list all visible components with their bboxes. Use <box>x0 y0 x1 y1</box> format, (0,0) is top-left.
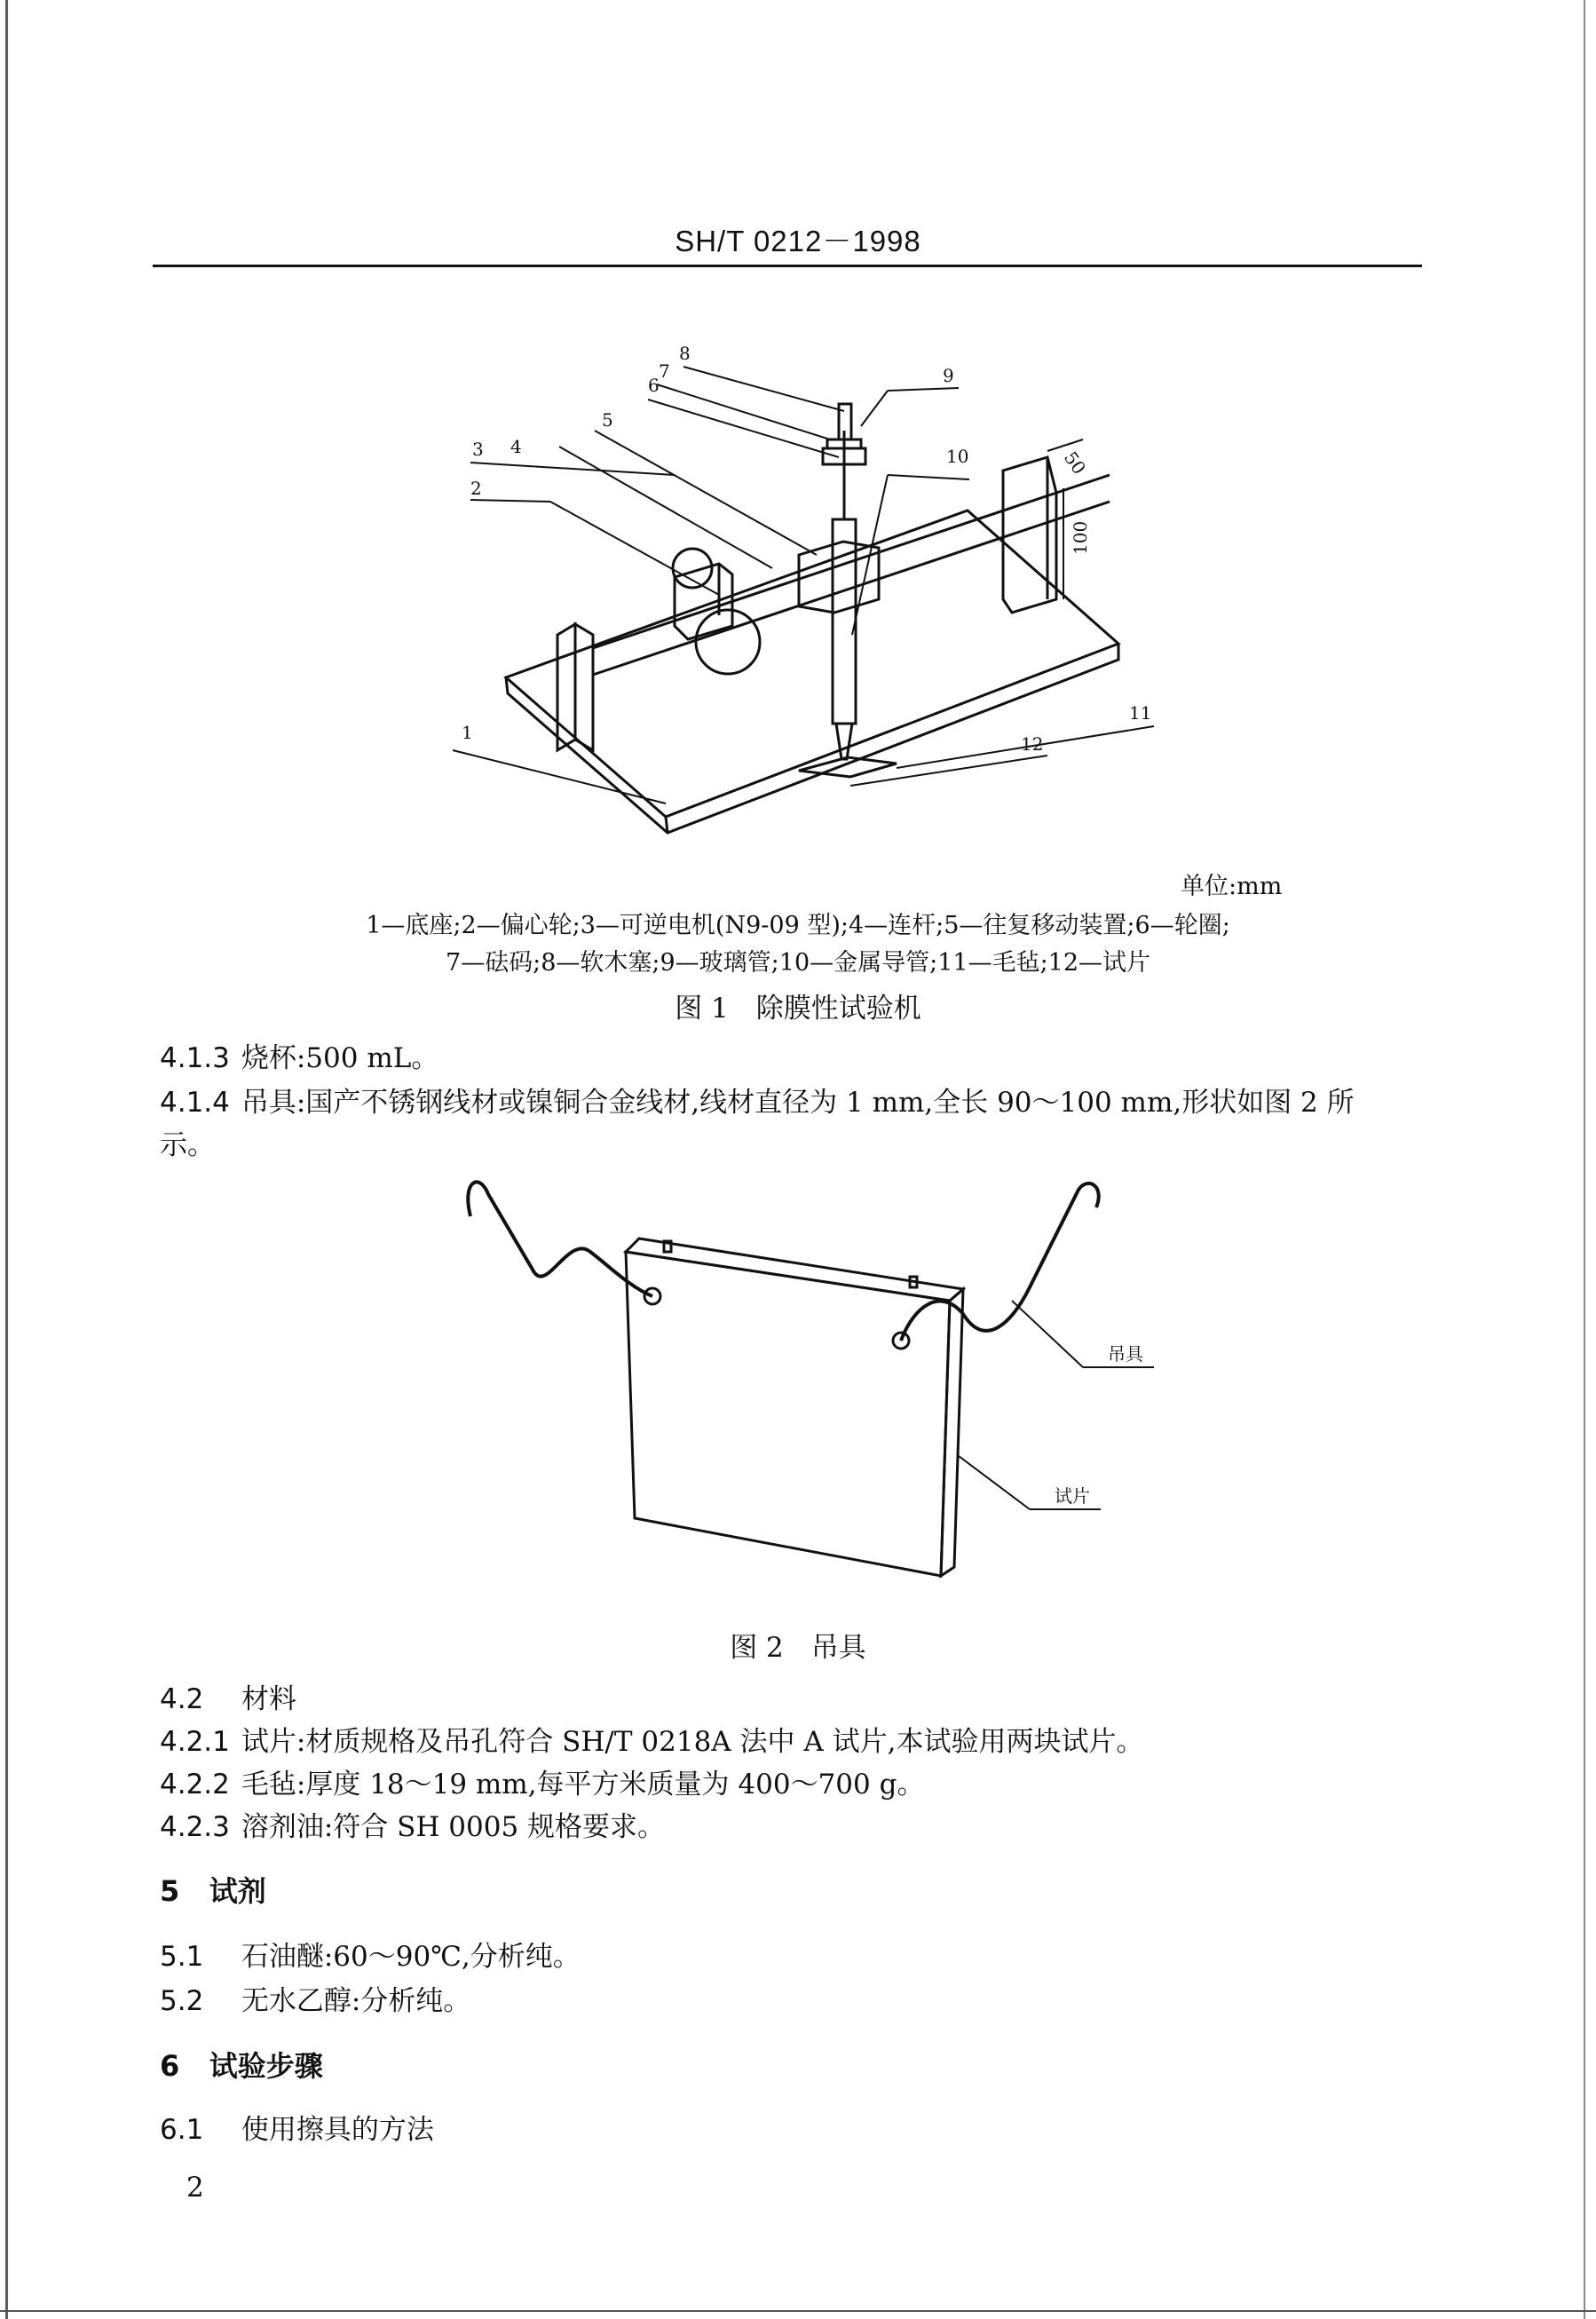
page-header: SH/T 0212－1998 <box>675 225 921 257</box>
para-number: 4.1.4 <box>160 1087 230 1119</box>
para-number: 5.1 <box>160 1941 204 1973</box>
fig1-label: 12 <box>1021 733 1044 755</box>
para-4-1-4 <box>160 1081 1438 1124</box>
scan-border-right <box>1584 0 1585 2319</box>
page-number: 2 <box>186 2172 204 2204</box>
section-4-2-heading <box>160 1678 296 1721</box>
fig1-label: 3 <box>472 439 484 460</box>
section-title: 试剂 <box>209 1874 266 1908</box>
section-number: 4.2 <box>160 1683 204 1715</box>
para-4-2-3 <box>160 1806 665 1848</box>
fig1-label: 2 <box>470 478 482 499</box>
scan-border-left <box>5 0 8 2319</box>
para-text: 使用擦具的方法 <box>241 2114 434 2146</box>
para-number: 4.2.1 <box>160 1726 230 1758</box>
section-number: 6 <box>160 2049 180 2083</box>
fig1-unit: 单位:mm <box>1181 873 1283 900</box>
fig1-label: 5 <box>602 409 613 431</box>
scan-bottom-rule <box>0 2310 1596 2312</box>
section-title: 材料 <box>241 1683 296 1715</box>
para-4-1-4-cont: 示。 <box>160 1129 215 1161</box>
para-4-1-3 <box>160 1037 439 1080</box>
section-number: 5 <box>160 1874 180 1908</box>
para-text: 烧杯:500 mL。 <box>241 1042 439 1074</box>
figure-1-diagram <box>426 342 1189 839</box>
para-text: 无水乙醇:分析纯。 <box>241 1985 471 2017</box>
fig1-label: 6 <box>648 375 660 396</box>
fig1-dim: 50 <box>1059 447 1091 479</box>
para-5-2 <box>160 1980 470 2022</box>
fig2-label-hanger: 吊具 <box>1108 1343 1143 1365</box>
para-number: 4.2.2 <box>160 1769 230 1801</box>
para-5-1 <box>160 1935 581 1978</box>
header-rule <box>153 265 1422 267</box>
fig1-label: 9 <box>943 365 954 386</box>
fig1-label: 7 <box>659 360 670 382</box>
fig1-label: 4 <box>510 436 522 457</box>
para-text: 石油醚:60～90℃,分析纯。 <box>241 1941 581 1973</box>
section-title: 试验步骤 <box>209 2049 323 2083</box>
fig1-label: 11 <box>1129 702 1152 724</box>
fig2-label-specimen: 试片 <box>1055 1485 1090 1507</box>
para-text: 溶剂油:符合 SH 0005 规格要求。 <box>241 1811 666 1843</box>
para-4-2-2 <box>160 1763 924 1806</box>
fig1-legend-line1: 1—底座;2—偏心轮;3—可逆电机(N9-09 型);4—连杆;5—往复移动装置;6—轮圈; <box>366 912 1230 939</box>
fig1-dim: 100 <box>1070 520 1091 555</box>
fig1-caption: 图 1 除膜性试验机 <box>675 993 921 1025</box>
fig1-label: 1 <box>462 722 473 743</box>
section-6-heading <box>160 2044 323 2085</box>
fig1-label: 10 <box>946 446 969 467</box>
para-text: 试片:材质规格及吊孔符合 SH/T 0218A 法中 A 试片,本试验用两块试片。 <box>241 1726 1144 1758</box>
para-4-2-1 <box>160 1721 1143 1763</box>
para-text: 吊具:国产不锈钢线材或镍铜合金线材,线材直径为 1 mm,全长 90～100 mm,形状如图 2 所 <box>241 1087 1355 1119</box>
fig2-caption: 图 2 吊具 <box>730 1632 866 1664</box>
section-5-heading <box>160 1869 266 1910</box>
para-number: 6.1 <box>160 2114 204 2146</box>
para-number: 5.2 <box>160 1985 204 2017</box>
para-number: 4.2.3 <box>160 1811 230 1843</box>
para-text: 毛毡:厚度 18～19 mm,每平方米质量为 400～700 g。 <box>241 1769 925 1801</box>
fig1-legend-line2: 7—砝码;8—软木塞;9—玻璃管;10—金属导管;11—毛毡;12—试片 <box>445 949 1151 977</box>
para-6-1 <box>160 2109 434 2151</box>
specimen-front <box>626 1252 950 1576</box>
figure-2-diagram <box>444 1163 1154 1580</box>
para-number: 4.1.3 <box>160 1042 230 1074</box>
fig1-label: 8 <box>679 343 691 364</box>
